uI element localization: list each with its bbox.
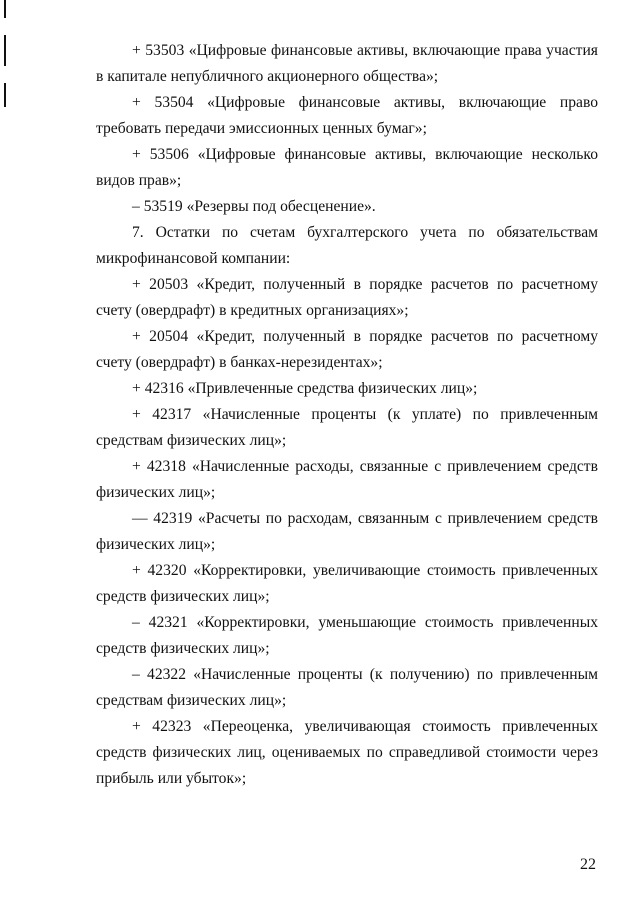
page-number: 22 [580, 856, 596, 873]
account-item-42322: – 42322 «Начисленные проценты (к получению) по привлеченным средствам физических лиц»; [96, 666, 598, 709]
account-item-42316: + 42316 «Привлеченные средства физических лиц»; [132, 380, 478, 397]
account-item-42321: – 42321 «Корректировки, уменьшающие стоимость привлеченных средств физических лиц»; [96, 614, 598, 657]
account-item-53506: + 53506 «Цифровые финансовые активы, включающие несколько видов прав»; [96, 146, 598, 189]
account-item-42320: + 42320 «Корректировки, увеличивающие стоимость привлеченных средств физических лиц»; [96, 562, 598, 605]
margin-line-mark [4, 35, 6, 66]
account-item-53519: – 53519 «Резервы под обесценение». [132, 198, 376, 215]
account-item-42318: + 42318 «Начисленные расходы, связанные с привлечением средств физических лиц»; [96, 458, 598, 501]
account-item-53503: + 53503 «Цифровые финансовые активы, включающие права участия в капитале непубличного акционерного общества»; [96, 42, 598, 85]
account-item-42319: — 42319 «Расчеты по расходам, связанным с привлечением средств физических лиц»; [96, 510, 598, 553]
margin-line-mark [4, 0, 6, 18]
account-item-20503: + 20503 «Кредит, полученный в порядке расчетов по расчетному счету (овердрафт) в кредитных организациях»; [96, 276, 598, 319]
account-item-42317: + 42317 «Начисленные проценты (к уплате) по привлеченным средствам физических лиц»; [96, 406, 598, 449]
margin-line-mark [4, 83, 6, 107]
account-item-42323: + 42323 «Переоценка, увеличивающая стоимость привлеченных средств физических лиц, оцениваемых по справедливой стоимости через прибыль или убыток»; [96, 718, 598, 787]
account-item-20504: + 20504 «Кредит, полученный в порядке расчетов по расчетному счету (овердрафт) в банках-нерезидентах»; [96, 328, 598, 371]
document-body [96, 38, 598, 792]
section-heading-7: 7. Остатки по счетам бухгалтерского учета по обязательствам микрофинансовой компании: [96, 224, 598, 267]
account-item-53504: + 53504 «Цифровые финансовые активы, включающие право требовать передачи эмиссионных ценных бумаг»; [96, 94, 598, 137]
